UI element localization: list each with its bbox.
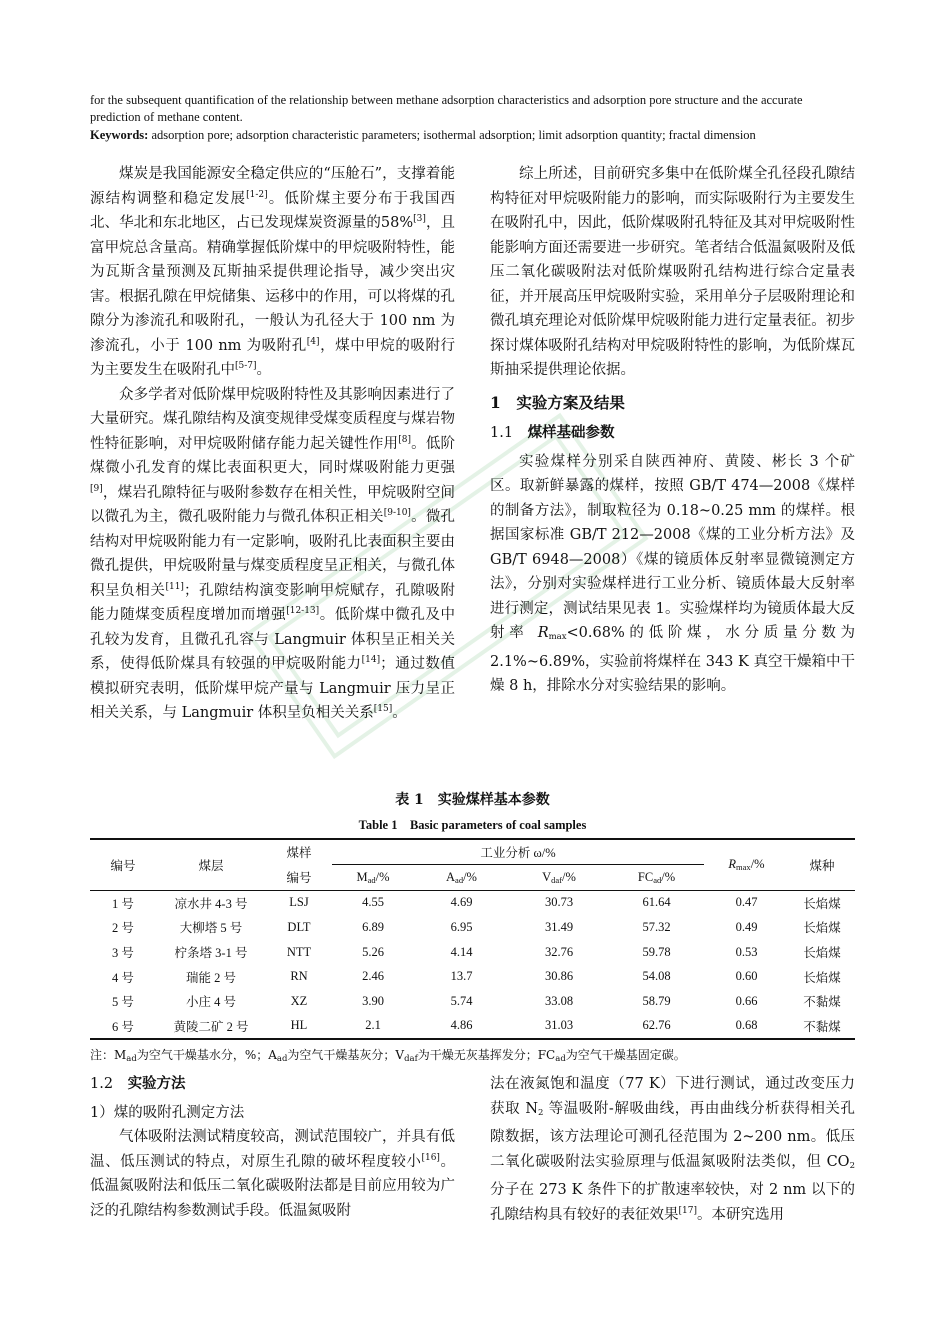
table-row: 1 号 凉水井 4-3 号 LSJ 4.55 4.69 30.73 61.64 0.47 长焰煤	[112, 895, 841, 911]
section-1-2-heading: 1.2 实验方法	[90, 1075, 186, 1092]
section-1-heading: 1 实验方案及结果	[490, 392, 625, 412]
header-code-line1: 煤样	[286, 846, 312, 861]
table-caption-en: Table 1 Basic parameters of coal samples	[358, 818, 587, 832]
keywords-line	[90, 127, 855, 144]
header-fcad: $FC_{ad}/\%$	[609, 865, 704, 891]
intro-paragraph-1: 煤炭是我国能源安全稳定供应的“压舱石”，支撑着能源结构调整和稳定发展[1-2]。低阶煤主要分布于我国西北、华北和东北地区，占已发现煤炭资源量的58%[3]，且富甲烷总含量高。精确掌握低阶煤中的甲烷吸附特性，能为瓦斯含量预测及瓦斯抽采提供理论指导，减少突出灾害。根据孔隙在甲烷储集、运移中的作用，可以将煤的孔隙分为渗流孔和吸附孔，一般认为孔径大于 100 nm 为渗流孔，小于 100 nm 为吸附孔[4]，煤中甲烷的吸附行为主要发生在吸附孔中[5-7]。	[90, 166, 456, 378]
abstract-en	[90, 92, 855, 144]
header-mad: $M_{ad}/\%$	[332, 865, 414, 891]
table-row: 5 号 小庄 4 号 XZ 3.90 5.74 33.08 58.79 0.66 不黏煤	[112, 993, 841, 1010]
header-vdaf: $V_{daf}/\%$	[509, 865, 609, 891]
header-no: 编号	[90, 840, 156, 890]
header-type: 煤种	[789, 840, 855, 890]
header-code-line2: 编号	[266, 865, 332, 891]
header-rmax: $R_{max}/\%$	[704, 840, 789, 890]
table-caption-cn: 表 1 实验煤样基本参数	[395, 792, 550, 808]
table-row: 4 号 瑞能 2 号 RN 2.46 13.7 30.86 54.08 0.60 长焰煤	[112, 969, 841, 985]
bottom-right-column	[490, 1072, 855, 1227]
keywords-label: Keywords:	[90, 128, 149, 142]
samples-paragraph: 实验煤样分别采自陕西神府、黄陵、彬长 3 个矿区。取新鲜暴露的煤样，按照 GB/T 474—2008《煤样的制备方法》，制取粒径为 0.18~0.25 mm 的煤样。根据国家标准 GB/T 212—2008《煤的工业分析方法》及 GB/T 6948—2008）《煤的镜质体反射率显微镜测定方法》，分别对实验煤样进行工业分析、镜质体最大反射率进行测定，测试结果见表 1。实验煤样均为镜质体最大反射率 $R_{max}<0.68\%$的低阶煤，水分质量分数为 2.1%~6.89%，实验前将煤样在 343 K 真空干燥箱中干燥 8 h，排除水分对实验结果的影响。	[490, 453, 856, 694]
header-proximate: 工业分析 ω/%	[332, 840, 704, 865]
header-seam: 煤层	[156, 840, 266, 890]
abstract-tail: for the subsequent quantification of the relationship between methane adsorption characteristics and adsorption pore structure and the accurate prediction of methane content.	[90, 93, 803, 124]
right-column	[490, 162, 855, 699]
table-note: 注：$M_{ad}$为空气干燥基水分，%；$A_{ad}$为空气干燥基灰分；$V_{daf}$为干燥无灰基挥发分；$FC_{ad}$为空气干燥基固定碳。	[90, 1048, 686, 1064]
subsection-1-heading: 1）煤的吸附孔测定方法	[90, 1104, 245, 1121]
table-row: 3 号 柠条塔 3-1 号 NTT 5.26 4.14 32.76 59.78 0.53 长焰煤	[112, 944, 841, 961]
keywords-text: adsorption pore; adsorption characteristic parameters; isothermal adsorption; limit adsorption quantity; fractal dimension	[151, 128, 756, 142]
coal-sample-table	[90, 838, 855, 1040]
method-paragraph-cont: 法在液氮饱和温度（77 K）下进行测试，通过改变压力获取 $N_2$ 等温吸附-解吸曲线，再由曲线分析获得相关孔隙数据，该方法理论可测孔径范围为 2~200 nm。低压二氧化碳吸附法实验原理与低温氮吸附法类似，但 $CO_2$ 分子在 273 K 条件下的扩散速率较快，对 2 nm 以下的孔隙结构具有较好的表征效果[17]。本研究选用	[490, 1076, 856, 1223]
header-aad: $A_{ad}/\%$	[414, 865, 509, 891]
table-caption	[90, 789, 855, 833]
bottom-left-column	[90, 1072, 455, 1223]
table-row: 6 号 黄陵二矿 2 号 HL 2.1 4.86 31.03 62.76 0.68 不黏煤	[112, 1018, 841, 1034]
table-row: 2 号 大柳塔 5 号 DLT 6.89 6.95 31.49 57.32 0.49 长焰煤	[112, 919, 841, 936]
intro-paragraph-2: 众多学者对低阶煤甲烷吸附特性及其影响因素进行了大量研究。煤孔隙结构及演变规律受煤变质程度与煤岩物性特征影响，对甲烷吸附储存能力起关键性作用[8]。低阶煤微小孔发育的煤比表面积更大，同时煤吸附能力更强[9]，煤岩孔隙特征与吸附参数存在相关性，甲烷吸附空间以微孔为主，微孔吸附能力与微孔体积正相关[9-10]。微孔结构对甲烷吸附能力有一定影响，吸附孔比表面积主要由微孔提供，甲烷吸附量与煤变质程度呈正相关，与微孔体积呈负相关[11]；孔隙结构演变影响甲烷赋存，孔隙吸附能力随煤变质程度增加而增强[12-13]。低阶煤中微孔及中孔较为发育，且微孔孔容与 Langmuir 体积呈正相关关系，使得低阶煤具有较强的甲烷吸附能力[14]；通过数值模拟研究表明，低阶煤甲烷产量与 Langmuir 压力呈正相关关系，与 Langmuir 体积呈负相关关系[15]。	[90, 386, 456, 721]
summary-paragraph: 综上所述，目前研究多集中在低阶煤全孔径段孔隙结构特征对甲烷吸附能力的影响，而实际吸附行为主要发生在吸附孔中，因此，低阶煤吸附孔特征及其对甲烷吸附性能影响方面还需要进一步研究。笔者结合低温氮吸附及低压二氧化碳吸附法对低阶煤吸附孔结构进行综合定量表征，并开展高压甲烷吸附实验，采用单分子层吸附理论和微孔填充理论对低阶煤甲烷吸附能力进行定量表征。初步探讨煤体吸附孔结构对甲烷吸附特性的影响，为低阶煤瓦斯抽采提供理论依据。	[490, 166, 855, 378]
section-1-1-heading: 1.1 煤样基础参数	[490, 424, 615, 441]
method-paragraph: 气体吸附法测试精度较高，测试范围较广，并具有低温、低压测试的特点，对原生孔隙的破坏程度较小[16]。低温氮吸附法和低压二氧化碳吸附法都是目前应用较为广泛的孔隙结构参数测试手段。低温氮吸附	[90, 1129, 456, 1219]
left-column	[90, 162, 455, 726]
